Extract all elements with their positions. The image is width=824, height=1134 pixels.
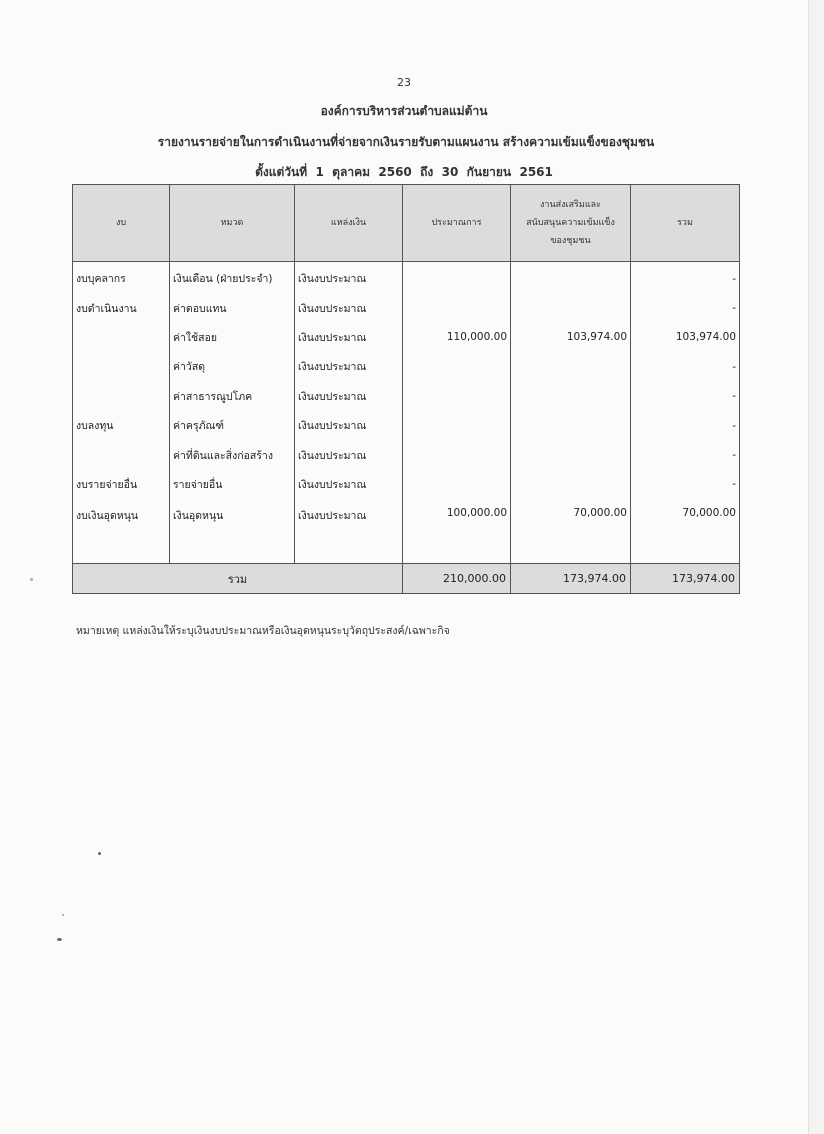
table-spacer-row (73, 547, 740, 564)
org-name: องค์การบริหารส่วนตำบลแม่ต้าน (320, 104, 488, 118)
cell-program: 103,974.00 (511, 323, 631, 352)
report-period: ตั้งแต่วันที่ 1 ตุลาคม 2560 ถึง 30 กันยายน 2561 (255, 165, 553, 179)
cell-total: - (631, 440, 740, 469)
page-number: 23 (397, 76, 411, 89)
cell-total: - (631, 352, 740, 381)
cell-category: ค่าตอบแทน (170, 293, 295, 322)
cell-total: 103,974.00 (631, 323, 740, 352)
cell-estimate: 100,000.00 (403, 499, 511, 547)
cell-estimate (403, 382, 511, 411)
cell-category: ค่าวัสดุ (170, 352, 295, 381)
cell-category: ค่าที่ดินและสิ่งก่อสร้าง (170, 440, 295, 469)
cell-program (511, 262, 631, 294)
header-category: หมวด (170, 185, 295, 262)
header-total: รวม (631, 185, 740, 262)
cell-budget (73, 382, 170, 411)
header-program-line1: งานส่งเสริมและ (540, 200, 601, 210)
cell-program (511, 470, 631, 499)
cell-total: - (631, 293, 740, 322)
scan-speck (62, 914, 64, 916)
cell-source: เงินงบประมาณ (295, 440, 403, 469)
cell-program (511, 440, 631, 469)
cell-source: เงินงบประมาณ (295, 470, 403, 499)
table-row (73, 440, 740, 469)
table-header-row (73, 185, 740, 262)
cell-source: เงินงบประมาณ (295, 352, 403, 381)
cell-total: - (631, 470, 740, 499)
table-row (73, 323, 740, 352)
cell-source: เงินงบประมาณ (295, 411, 403, 440)
cell-total: 70,000.00 (631, 499, 740, 547)
cell-estimate (403, 440, 511, 469)
header-budget: งบ (73, 185, 170, 262)
cell-program (511, 293, 631, 322)
table-row (73, 382, 740, 411)
table-total-row (73, 564, 740, 594)
table-row (73, 293, 740, 322)
cell-category: ค่าครุภัณฑ์ (170, 411, 295, 440)
cell-source: เงินงบประมาณ (295, 293, 403, 322)
header-program-line3: ของชุมชน (550, 236, 591, 246)
cell-total: - (631, 411, 740, 440)
cell-estimate (403, 293, 511, 322)
cell-budget: งบดำเนินงาน (73, 293, 170, 322)
cell-category: ค่าสาธารณูปโภค (170, 382, 295, 411)
footnote: หมายเหตุ แหล่งเงินให้ระบุเงินงบประมาณหรือเงินอุดหนุนระบุวัตถุประสงค์/เฉพาะกิจ (76, 625, 450, 637)
header-program-line2: สนับสนุนความเข้มแข็ง (526, 218, 615, 228)
header-source: แหล่งเงิน (295, 185, 403, 262)
table-row (73, 499, 740, 547)
total-estimate: 210,000.00 (403, 564, 511, 594)
cell-budget (73, 352, 170, 381)
cell-category: รายจ่ายอื่น (170, 470, 295, 499)
cell-budget: งบลงทุน (73, 411, 170, 440)
cell-budget: งบเงินอุดหนุน (73, 499, 170, 547)
scan-speck (30, 578, 33, 581)
total-total: 173,974.00 (631, 564, 740, 594)
expense-table (72, 184, 740, 594)
header-estimate: ประมาณการ (403, 185, 511, 262)
cell-estimate (403, 470, 511, 499)
cell-estimate: 110,000.00 (403, 323, 511, 352)
total-program: 173,974.00 (511, 564, 631, 594)
cell-source: เงินงบประมาณ (295, 262, 403, 294)
scan-speck (98, 852, 101, 855)
cell-budget: งบรายจ่ายอื่น (73, 470, 170, 499)
cell-estimate (403, 352, 511, 381)
cell-source: เงินงบประมาณ (295, 499, 403, 547)
table-row (73, 262, 740, 294)
cell-estimate (403, 411, 511, 440)
cell-source: เงินงบประมาณ (295, 382, 403, 411)
header-program (511, 185, 631, 262)
table-row (73, 470, 740, 499)
cell-program (511, 382, 631, 411)
cell-total: - (631, 382, 740, 411)
table-row (73, 411, 740, 440)
report-title: รายงานรายจ่ายในการดำเนินงานที่จ่ายจากเงินรายรับตามแผนงาน สร้างความเข้มแข็งของชุมชน (157, 135, 655, 149)
cell-total: - (631, 262, 740, 294)
cell-program: 70,000.00 (511, 499, 631, 547)
cell-budget (73, 440, 170, 469)
total-label: รวม (73, 564, 403, 594)
cell-estimate (403, 262, 511, 294)
cell-category: เงินอุดหนุน (170, 499, 295, 547)
cell-program (511, 352, 631, 381)
cell-source: เงินงบประมาณ (295, 323, 403, 352)
cell-budget (73, 323, 170, 352)
cell-program (511, 411, 631, 440)
cell-category: ค่าใช้สอย (170, 323, 295, 352)
cell-budget: งบบุคลากร (73, 262, 170, 294)
scan-speck (57, 938, 62, 941)
cell-category: เงินเดือน (ฝ่ายประจำ) (170, 262, 295, 294)
table-row (73, 352, 740, 381)
